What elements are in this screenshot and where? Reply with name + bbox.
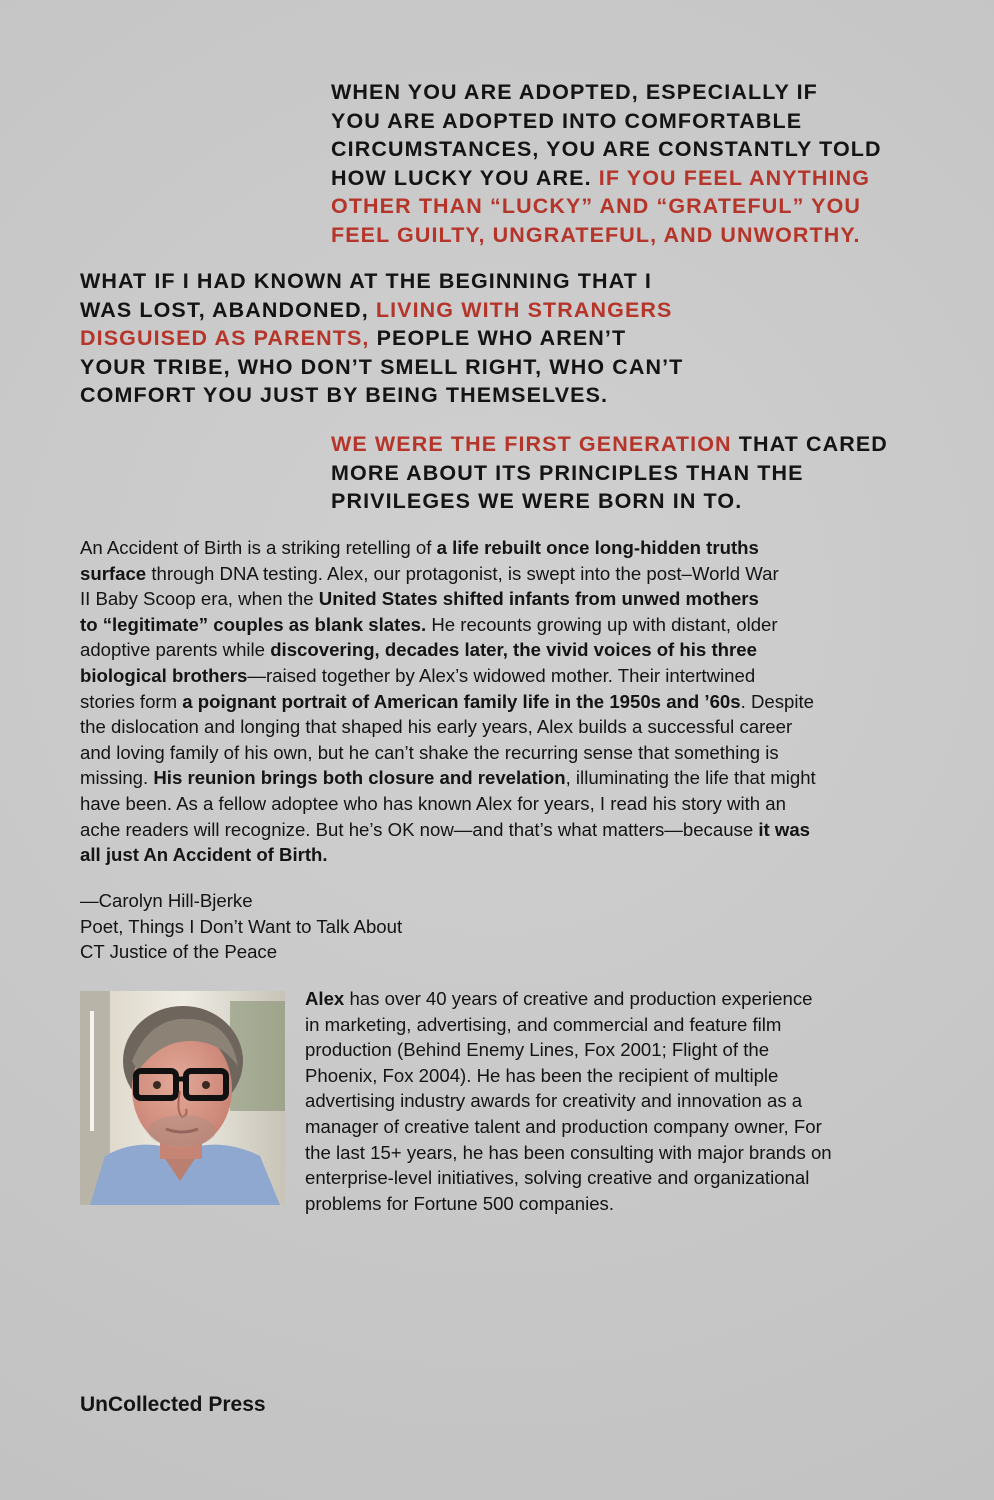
- quote-line: PRIVILEGES WE WERE BORN IN TO.: [331, 489, 743, 513]
- quote-line: [80, 324, 730, 353]
- blurb-line: [80, 817, 940, 843]
- quote-fragment: THAT CARED: [738, 432, 888, 456]
- blurb-line: [80, 689, 940, 715]
- quote-fragment: HOW LUCKY YOU ARE.: [331, 165, 592, 190]
- bio-line: advertising industry awards for creativity and innovation as a: [305, 1090, 803, 1112]
- blurb-line: [80, 612, 940, 638]
- quote-line: YOUR TRIBE, WHO DON’T SMELL RIGHT, WHO CAN’T: [80, 354, 684, 379]
- quote-highlight: WE WERE THE FIRST GENERATION: [331, 432, 732, 456]
- blurb-line: [80, 586, 940, 612]
- blurb-text: adoptive parents while: [80, 639, 271, 661]
- blurb-text: II Baby Scoop era, when the: [80, 588, 319, 610]
- quote-line: CIRCUMSTANCES, YOU ARE CONSTANTLY TOLD: [331, 137, 882, 161]
- review-blurb: [80, 535, 940, 868]
- blurb-text: He recounts growing up with distant, older: [426, 613, 778, 635]
- blurb-text: missing.: [80, 767, 154, 789]
- pull-quote-3: [331, 430, 931, 516]
- bio-line: [305, 986, 925, 1012]
- quote-line: [331, 164, 931, 193]
- pull-quote-1: [331, 78, 931, 249]
- blurb-line: [80, 535, 940, 561]
- blurb-emphasis: His reunion brings both closure and revelation: [153, 767, 566, 789]
- author-portrait-illustration: [80, 991, 285, 1205]
- blurb-text: ache readers will recognize. But he’s OK now—and that’s what matters—because: [80, 818, 759, 840]
- bio-line: problems for Fortune 500 companies.: [305, 1192, 615, 1214]
- blurb-line: have been. As a fellow adoptee who has known Alex for years, I read his story with an: [80, 792, 786, 814]
- bio-line: Phoenix, Fox 2004). He has been the recipient of multiple: [305, 1064, 779, 1086]
- blurb-emphasis: surface: [80, 562, 147, 584]
- quote-highlight: LIVING WITH STRANGERS: [375, 297, 673, 322]
- quote-fragment: WAS LOST, ABANDONED,: [80, 297, 369, 322]
- bio-author-name: Alex: [305, 988, 345, 1009]
- pull-quote-2: [80, 267, 730, 410]
- quote-line: WHEN YOU ARE ADOPTED, ESPECIALLY IF: [331, 80, 818, 104]
- quote-highlight: IF YOU FEEL ANYTHING: [598, 165, 871, 190]
- blurb-emphasis: a life rebuilt once long-hidden truths: [436, 537, 759, 558]
- quote-highlight: DISGUISED AS PARENTS,: [80, 326, 370, 350]
- blurb-line: and loving family of his own, but he can’t shake the recurring sense that something is: [80, 741, 779, 763]
- attribution-role: CT Justice of the Peace: [80, 941, 278, 963]
- quote-line: YOU ARE ADOPTED INTO COMFORTABLE: [331, 108, 803, 133]
- blurb-emphasis: discovering, decades later, the vivid voices of his three: [270, 639, 757, 661]
- blurb-emphasis: United States shifted infants from unwed mothers: [318, 588, 759, 610]
- quote-line: WHAT IF I HAD KNOWN AT THE BEGINNING THAT I: [80, 269, 653, 293]
- quote-highlight-line: FEEL GUILTY, UNGRATEFUL, AND UNWORTHY.: [331, 222, 861, 247]
- blurb-text: . Despite: [740, 690, 814, 712]
- attribution-name: —Carolyn Hill-Bjerke: [80, 890, 253, 911]
- publisher-name: UnCollected Press: [80, 1393, 266, 1416]
- blurb-line: [80, 842, 940, 868]
- blurb-attribution: [80, 888, 402, 965]
- blurb-line: [80, 637, 940, 663]
- author-bio: [305, 986, 925, 1216]
- bio-line: enterprise-level initiatives, solving creative and organizational: [305, 1167, 810, 1189]
- blurb-emphasis: biological brothers: [80, 664, 248, 686]
- blurb-line: [80, 663, 940, 689]
- blurb-emphasis: it was: [758, 818, 811, 840]
- blurb-text: An Accident of Birth is a striking retelling of: [80, 537, 437, 558]
- blurb-emphasis: to “legitimate” couples as blank slates.: [80, 613, 427, 635]
- blurb-text: —raised together by Alex’s widowed mother. Their intertwined: [247, 664, 756, 686]
- bio-line: production (Behind Enemy Lines, Fox 2001; Flight of the: [305, 1039, 770, 1061]
- blurb-text: , illuminating the life that might: [565, 767, 816, 789]
- blurb-text: through DNA testing. Alex, our protagonist, is swept into the post–World War: [146, 562, 779, 584]
- bio-text: has over 40 years of creative and production experience: [344, 988, 813, 1009]
- author-photo: [80, 991, 285, 1205]
- quote-line: COMFORT YOU JUST BY BEING THEMSELVES.: [80, 383, 609, 407]
- blurb-line: [80, 765, 940, 791]
- quote-line: [331, 430, 931, 459]
- blurb-text: stories form: [80, 690, 183, 712]
- bio-line: manager of creative talent and production company owner, For: [305, 1115, 822, 1137]
- quote-highlight-line: OTHER THAN “LUCKY” AND “GRATEFUL” YOU: [331, 194, 862, 218]
- blurb-emphasis: all just An Accident of Birth.: [80, 844, 328, 866]
- quote-fragment: PEOPLE WHO AREN’T: [376, 326, 627, 350]
- attribution-role: Poet, Things I Don’t Want to Talk About: [80, 915, 403, 937]
- blurb-line: the dislocation and longing that shaped his early years, Alex builds a successful career: [80, 716, 793, 738]
- blurb-emphasis: a poignant portrait of American family life in the 1950s and ’60s: [182, 690, 741, 712]
- blurb-line: [80, 561, 940, 587]
- quote-line: [80, 296, 730, 325]
- quote-line: MORE ABOUT ITS PRINCIPLES THAN THE: [331, 460, 804, 485]
- bio-line: the last 15+ years, he has been consulting with major brands on: [305, 1141, 832, 1163]
- bio-line: in marketing, advertising, and commercial and feature film: [305, 1013, 782, 1035]
